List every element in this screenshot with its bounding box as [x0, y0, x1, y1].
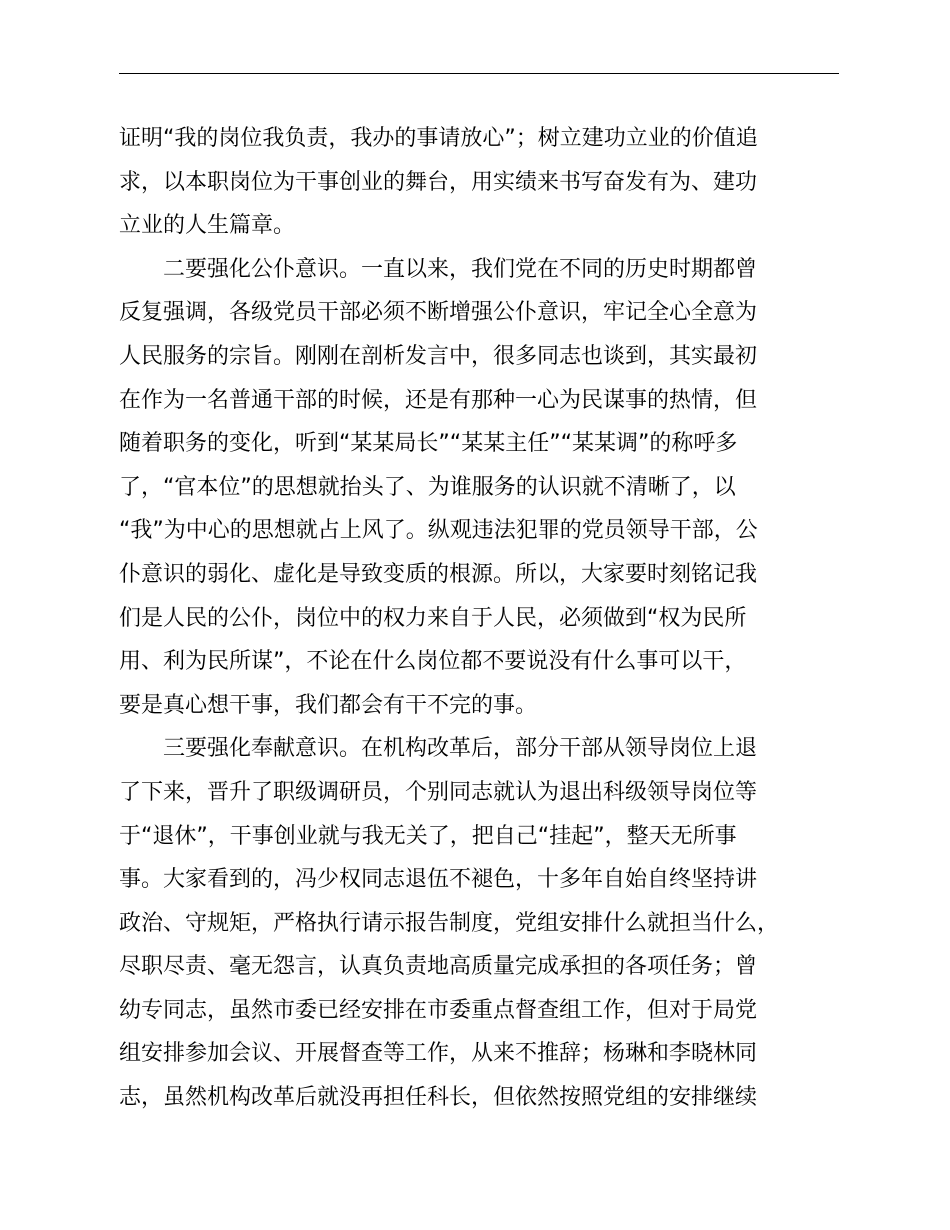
text-line: 们是人民的公仆，岗位中的权力来自于人民，必须做到“权为民所 [119, 605, 747, 631]
text-line: 于“退休”，干事创业就与我无关了，把自己“挂起”，整天无所事 [119, 823, 737, 849]
text-line: 随着职务的变化，听到“某某局长”“某某主任”“某某调”的称呼多 [119, 431, 738, 457]
text-line: 要是真心想干事，我们都会有干不完的事。 [119, 692, 538, 718]
text-line: 求，以本职岗位为干事创业的舞台，用实绩来书写奋发有为、建功 [119, 169, 758, 195]
document-body [119, 117, 839, 1120]
text-line: 幼专同志，虽然市委已经安排在市委重点督查组工作，但对于局党 [119, 997, 758, 1023]
text-line: 了下来，晋升了职级调研员，个别同志就认为退出科级领导岗位等 [119, 779, 758, 805]
text-line: 组安排参加会议、开展督查等工作，从来不推辞；杨琳和李晓林同 [119, 1041, 758, 1067]
text-line: “我”为中心的思想就占上风了。纵观违法犯罪的党员领导干部，公 [119, 518, 758, 544]
paragraph-start-line: 三要强化奉献意识。在机构改革后，部分干部从领导岗位上退 [163, 736, 758, 762]
text-line: 仆意识的弱化、虚化是导致变质的根源。所以，大家要时刻铭记我 [119, 561, 758, 587]
header-rule [119, 73, 839, 74]
text-line: 了，“官本位”的思想就抬头了、为谁服务的认识就不清晰了，以 [119, 474, 736, 500]
text-line: 在作为一名普通干部的时候，还是有那种一心为民谋事的热情，但 [119, 387, 758, 413]
text-line: 证明“我的岗位我负责，我办的事请放心”；树立建功立业的价值追 [119, 126, 758, 151]
text-line: 用、利为民所谋”，不论在什么岗位都不要说没有什么事可以干， [119, 649, 747, 675]
text-line: 人民服务的宗旨。刚刚在剖析发言中，很多同志也谈到，其实最初 [119, 343, 758, 369]
text-line: 立业的人生篇章。 [119, 213, 296, 239]
text-line: 尽职尽责、毫无怨言，认真负责地高质量完成承担的各项任务；曾 [119, 954, 758, 980]
text-line: 事。大家看到的，冯少权同志退伍不褪色，十多年自始自终坚持讲 [119, 867, 758, 893]
text-line: 反复强调，各级党员干部必须不断增强公仆意识，牢记全心全意为 [119, 300, 758, 326]
text-line: 志，虽然机构改革后就没再担任科长，但依然按照党组的安排继续 [119, 1085, 758, 1111]
paragraph-start-line: 二要强化公仆意识。一直以来，我们党在不同的历史时期都曾 [163, 256, 758, 282]
text-line: 政治、守规矩，严格执行请示报告制度，党组安排什么就担当什么， [119, 910, 780, 936]
